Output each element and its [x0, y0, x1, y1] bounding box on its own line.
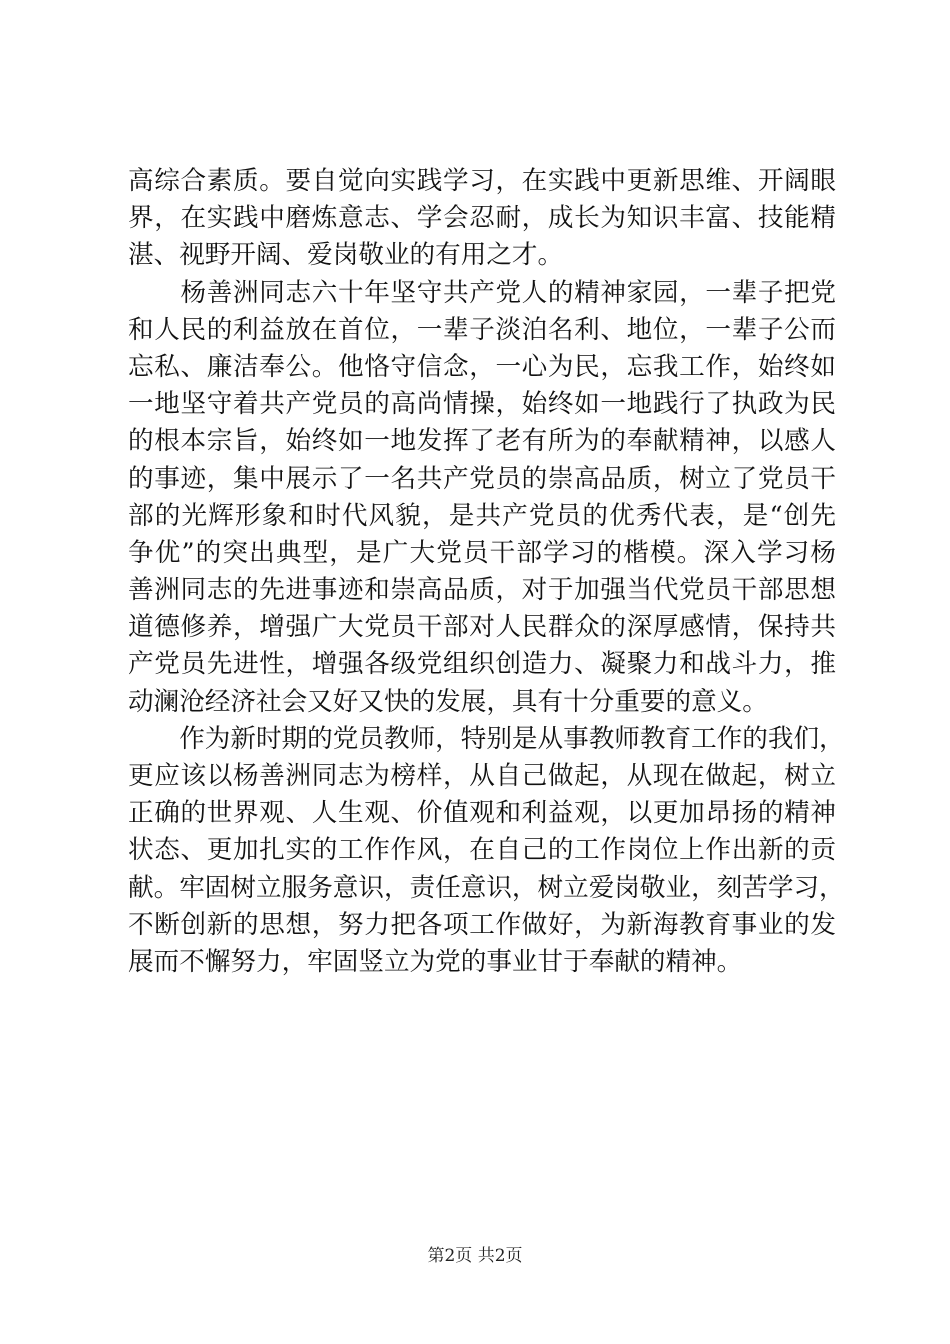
text-line: 争优”的突出典型，是广大党员干部学习的楷模。深入学习杨 — [128, 537, 836, 568]
text-line: 部的光辉形象和时代风貌，是共产党员的优秀代表，是“创先 — [128, 500, 836, 531]
text-line: 更应该以杨善洲同志为榜样，从自己做起，从现在做起，树立 — [128, 761, 836, 791]
text-line: 湛、视野开阔、爱岗敬业的有用之才。 — [128, 240, 564, 271]
text-line: 不断创新的思想，努力把各项工作做好，为新海教育事业的发 — [128, 909, 836, 940]
text-line: 状态、更加扎实的工作作风，在自己的工作岗位上作出新的贡 — [128, 835, 836, 866]
text-line: 界，在实践中磨炼意志、学会忍耐，成长为知识丰富、技能精 — [128, 203, 836, 234]
text-line: 忘私、廉洁奉公。他恪守信念，一心为民，忘我工作，始终如 — [128, 351, 836, 382]
text-line: 献。牢固树立服务意识，责任意识，树立爱岗敬业，刻苦学习， — [128, 872, 845, 903]
text-line: 动澜沧经济社会又好又快的发展，具有十分重要的意义。 — [128, 686, 768, 717]
text-line: 作为新时期的党员教师，特别是从事教师教育工作的我们， — [128, 723, 845, 754]
text-line: 高综合素质。要自觉向实践学习，在实践中更新思维、开阔眼 — [128, 166, 836, 196]
text-line: 展而不懈努力，牢固竖立为党的事业甘于奉献的精神。 — [128, 946, 743, 977]
text-line: 一地坚守着共产党员的高尚情操，始终如一地践行了执政为民 — [128, 389, 836, 420]
text-line: 道德修养，增强广大党员干部对人民群众的深厚感情，保持共 — [128, 612, 836, 643]
body-text — [128, 163, 845, 981]
text-line: 善洲同志的先进事迹和崇高品质，对于加强当代党员干部思想 — [128, 575, 836, 606]
text-line: 和人民的利益放在首位，一辈子淡泊名利、地位，一辈子公而 — [128, 314, 836, 345]
text-line: 杨善洲同志六十年坚守共产党人的精神家园，一辈子把党 — [128, 277, 836, 308]
text-line: 产党员先进性，增强各级党组织创造力、凝聚力和战斗力，推 — [128, 649, 836, 680]
text-line: 正确的世界观、人生观、价值观和利益观，以更加昂扬的精神 — [128, 798, 836, 829]
text-line: 的事迹，集中展示了一名共产党员的崇高品质，树立了党员干 — [128, 463, 836, 494]
text-line: 的根本宗旨，始终如一地发挥了老有所为的奉献精神，以感人 — [128, 426, 836, 457]
page-number-footer: 第2页 共2页 — [427, 1246, 523, 1266]
